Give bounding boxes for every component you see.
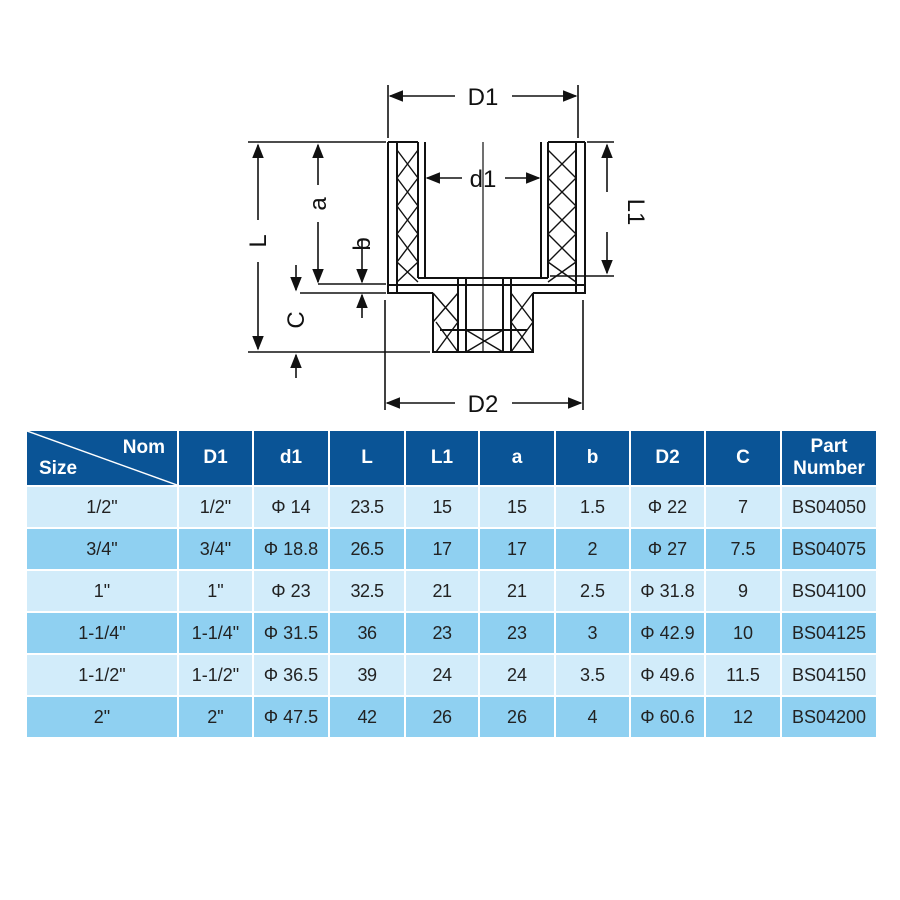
dim-label-L: L xyxy=(245,234,272,248)
cell-size: 3/4" xyxy=(26,528,178,570)
fitting-cross-section-diagram xyxy=(0,0,900,420)
header-L: L xyxy=(329,430,405,486)
cell-C: 12 xyxy=(705,696,781,738)
cell-b: 2.5 xyxy=(555,570,630,612)
cell-d1: Φ 31.5 xyxy=(253,612,329,654)
cell-part-number: BS04075 xyxy=(781,528,877,570)
cell-L1: 15 xyxy=(405,486,479,528)
cell-L: 26.5 xyxy=(329,528,405,570)
cell-a: 15 xyxy=(479,486,555,528)
cell-part-number: BS04200 xyxy=(781,696,877,738)
cell-b: 1.5 xyxy=(555,486,630,528)
cell-part-number: BS04125 xyxy=(781,612,877,654)
cell-C: 11.5 xyxy=(705,654,781,696)
dim-label-D1: D1 xyxy=(467,84,499,111)
table-row xyxy=(26,696,877,738)
header-C: C xyxy=(705,430,781,486)
cell-b: 2 xyxy=(555,528,630,570)
cell-D2: Φ 27 xyxy=(630,528,705,570)
dim-label-D2: D2 xyxy=(467,391,499,418)
cell-b: 3.5 xyxy=(555,654,630,696)
cell-L1: 17 xyxy=(405,528,479,570)
cell-a: 23 xyxy=(479,612,555,654)
cell-a: 26 xyxy=(479,696,555,738)
cell-d1: Φ 18.8 xyxy=(253,528,329,570)
cell-L: 32.5 xyxy=(329,570,405,612)
table-row xyxy=(26,612,877,654)
cell-b: 3 xyxy=(555,612,630,654)
cell-part-number: BS04100 xyxy=(781,570,877,612)
cell-size: 1" xyxy=(26,570,178,612)
dim-label-L1: L1 xyxy=(622,198,649,226)
right-socket-wall xyxy=(576,142,585,293)
cell-size: 1-1/2" xyxy=(26,654,178,696)
cell-C: 10 xyxy=(705,612,781,654)
cell-C: 7.5 xyxy=(705,528,781,570)
table-row xyxy=(26,570,877,612)
cell-part-number: BS04050 xyxy=(781,486,877,528)
table-row xyxy=(26,654,877,696)
cell-size: 1-1/4" xyxy=(26,612,178,654)
header-D2: D2 xyxy=(630,430,705,486)
cell-C: 9 xyxy=(705,570,781,612)
table-row xyxy=(26,486,877,528)
cell-a: 17 xyxy=(479,528,555,570)
header-nom-size xyxy=(26,430,178,486)
table-row xyxy=(26,528,877,570)
header-a: a xyxy=(479,430,555,486)
cell-D2: Φ 22 xyxy=(630,486,705,528)
cell-D1: 2" xyxy=(178,696,253,738)
cell-size: 2" xyxy=(26,696,178,738)
header-part-line1: Part xyxy=(810,436,848,457)
cell-D2: Φ 60.6 xyxy=(630,696,705,738)
cell-d1: Φ 36.5 xyxy=(253,654,329,696)
cell-L1: 24 xyxy=(405,654,479,696)
cell-d1: Φ 23 xyxy=(253,570,329,612)
cell-d1: Φ 14 xyxy=(253,486,329,528)
cell-D1: 1-1/2" xyxy=(178,654,253,696)
header-part-line2: Number xyxy=(793,458,865,479)
header-D1: D1 xyxy=(178,430,253,486)
cell-d1: Φ 47.5 xyxy=(253,696,329,738)
left-socket-wall xyxy=(388,142,397,293)
cell-L1: 26 xyxy=(405,696,479,738)
spec-table xyxy=(25,429,878,739)
cell-D1: 3/4" xyxy=(178,528,253,570)
header-d1: d1 xyxy=(253,430,329,486)
cell-part-number: BS04150 xyxy=(781,654,877,696)
cell-D1: 1/2" xyxy=(178,486,253,528)
cell-L1: 23 xyxy=(405,612,479,654)
cell-a: 21 xyxy=(479,570,555,612)
cell-L: 36 xyxy=(329,612,405,654)
cell-b: 4 xyxy=(555,696,630,738)
cell-a: 24 xyxy=(479,654,555,696)
header-part-number xyxy=(781,430,877,486)
table-header-row xyxy=(26,430,877,486)
header-b: b xyxy=(555,430,630,486)
cell-D1: 1" xyxy=(178,570,253,612)
dim-label-C: C xyxy=(283,311,310,329)
cell-L: 23.5 xyxy=(329,486,405,528)
header-L1: L1 xyxy=(405,430,479,486)
dim-label-d1: d1 xyxy=(469,166,497,193)
dim-label-a: a xyxy=(305,197,332,211)
cell-D2: Φ 49.6 xyxy=(630,654,705,696)
cell-L1: 21 xyxy=(405,570,479,612)
table-body xyxy=(26,486,877,738)
cell-L: 42 xyxy=(329,696,405,738)
cell-D1: 1-1/4" xyxy=(178,612,253,654)
cell-C: 7 xyxy=(705,486,781,528)
cell-D2: Φ 31.8 xyxy=(630,570,705,612)
cell-size: 1/2" xyxy=(26,486,178,528)
cell-D2: Φ 42.9 xyxy=(630,612,705,654)
cell-L: 39 xyxy=(329,654,405,696)
header-size: Size xyxy=(39,458,78,479)
dim-label-b: b xyxy=(349,237,376,251)
header-nom: Nom xyxy=(122,437,165,458)
